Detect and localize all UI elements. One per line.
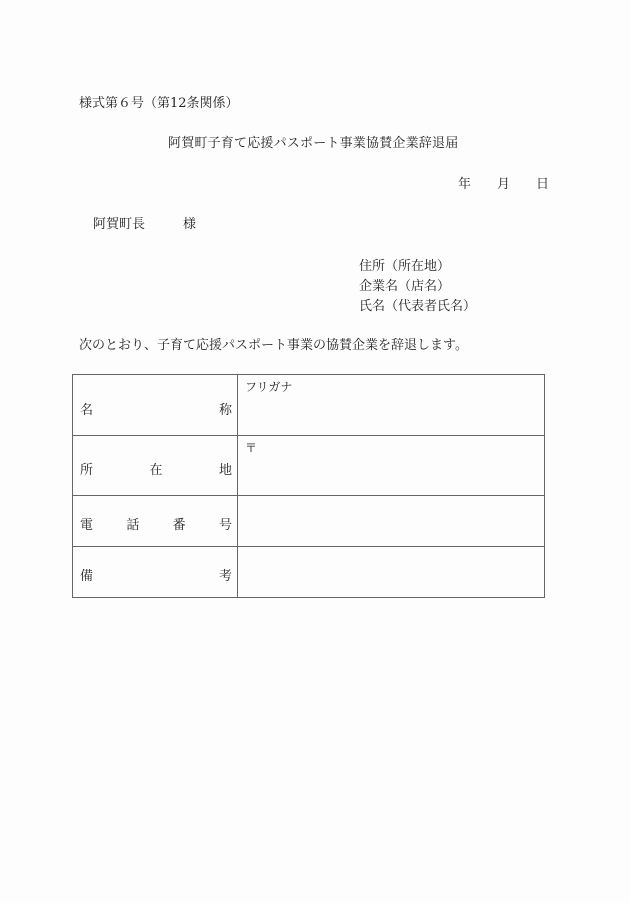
table-label-char: 備 (80, 569, 94, 584)
table-label (80, 399, 232, 418)
table-label (80, 565, 232, 584)
date-day: 日 (536, 177, 550, 192)
table-label-char: 番 (172, 518, 186, 533)
table-label-cell (73, 496, 238, 547)
form-number: 様式第６号（第12条関係） (79, 96, 239, 111)
applicant-address-label: 住所（所在地） (359, 259, 451, 274)
table-label-char: 在 (149, 463, 163, 478)
table-value-field[interactable] (238, 547, 545, 598)
applicant-name-label: 氏名（代表者氏名） (359, 299, 477, 314)
postal-mark: 〒 (245, 441, 258, 455)
table-label-char: 地 (218, 463, 232, 478)
table-row-remarks (73, 547, 545, 598)
intro-text: 次のとおり、子育て応援パスポート事業の協賛企業を辞退します。 (79, 338, 468, 353)
table-label-char: 称 (218, 403, 232, 418)
table-label (80, 514, 232, 533)
table-label-char: 名 (80, 403, 94, 418)
table-label-cell (73, 375, 238, 436)
table-value-field[interactable] (238, 496, 545, 547)
table-label-char: 所 (80, 463, 94, 478)
furigana-note: フリガナ (245, 380, 293, 394)
table-row-name (73, 375, 545, 436)
table-value-field[interactable] (238, 436, 545, 496)
applicant-block (359, 257, 476, 317)
info-table (72, 374, 545, 598)
table-label (80, 459, 232, 478)
table-row-phone (73, 496, 545, 547)
addressee-name: 阿賀町長 (93, 217, 146, 232)
addressee (93, 217, 196, 233)
applicant-company-label: 企業名（店名） (359, 279, 451, 294)
date-month: 月 (497, 177, 511, 192)
document-title: 阿賀町子育て応援パスポート事業協賛企業辞退届 (168, 136, 459, 151)
table-label-char: 考 (218, 569, 232, 584)
addressee-honorific: 様 (183, 217, 197, 232)
date-year: 年 (458, 177, 472, 192)
date-line (458, 177, 549, 193)
table-label-char: 電 (80, 518, 94, 533)
table-value-field[interactable] (238, 375, 545, 436)
table-label-char: 話 (126, 518, 140, 533)
table-label-char: 号 (218, 518, 232, 533)
table-label-cell (73, 436, 238, 496)
table-label-cell (73, 547, 238, 598)
table-row-location (73, 436, 545, 496)
